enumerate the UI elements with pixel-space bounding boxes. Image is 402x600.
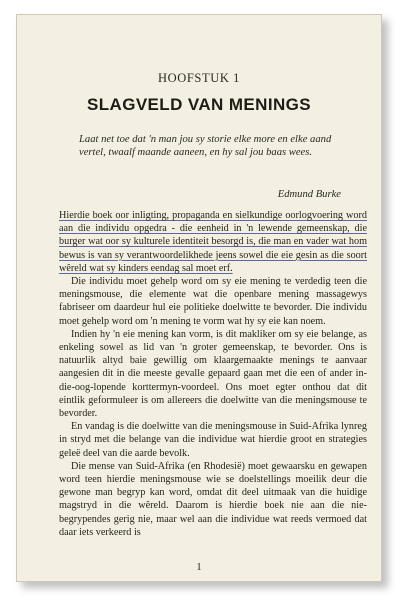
chapter-heading: HOOFSTUK 1 — [157, 71, 241, 85]
paragraph — [59, 209, 367, 275]
underlined-passage: Hierdie boek oor inligting, propaganda en sielkundige oorlogvoering word aan die individu opgedra - die eenheid in 'n lewende gemeenskap, die burger wat oor sy kulturele identiteit besorgd is, die man en vader wat hom bewus is van sy verantwoordelikhede jeens sowel die eie gesin as die soort wêreld wat sy kinders eendag sal moet erf. — [59, 210, 367, 274]
paragraph-text: Indien hy 'n eie mening kan vorm, is dit makliker om sy eie belange, as enkeling sowel as lid van 'n groter gemeenskap, te bevorder. Ons is natuurlik altyd baie gewillig om klaargemaakte menings te aanvaar aangesien dit in die meeste gevalle gepaard gaan met die een of ander in-die-oog-lopende korttermyn-voordeel. Ons moet egter onthou dat dit eintlik geformuleer is om allereers die doelwitte van die meningsmouse te bevorder. — [59, 328, 367, 420]
epigraph-author: Edmund Burke — [277, 189, 341, 200]
paragraph-text: Die individu moet gehelp word om sy eie mening te verdedig teen die meningsmouse, die elemente wat die openbare mening massagewys fabriseer om daardeur hul eie politieke doelwitte te bevorder. Die individu moet gehelp word om 'n mening te vorm wat hy sy eie kan noem. — [59, 276, 367, 327]
paragraph-text: En vandag is die doelwitte van die meningsmouse in Suid-Afrika lynreg in stryd met die belange van die individue wat hierdie groot en strategies geleë deel van die aarde bevolk. — [59, 421, 367, 459]
page-number: 1 — [196, 561, 202, 573]
paragraph — [59, 420, 367, 460]
chapter-title: SLAGVELD VAN MENINGS — [87, 95, 311, 114]
paragraph — [59, 460, 367, 539]
book-page — [16, 14, 382, 582]
paragraph-text: Die mense van Suid-Afrika (en Rhodesië) moet gewaarsku en gewapen word teen hierdie meningsmouse wie se doelstellings moeilik deur die gewone man begryp kan word, omdat dit deel uitmaak van die huidige magstryd in die wêreld. Daarom is hierdie boek nie aan die nie-begrypendes gerig nie, maar wel aan die individue wat reeds vermoed dat daar iets verkeerd is — [59, 460, 367, 538]
epigraph-quote: Laat net toe dat 'n man jou sy storie elke more en elke aand vertel, twaalf maande aaneen, en hy sal jou baas wees. — [79, 134, 332, 158]
body-text — [59, 209, 367, 539]
paragraph — [59, 275, 367, 328]
paragraph — [59, 328, 367, 420]
